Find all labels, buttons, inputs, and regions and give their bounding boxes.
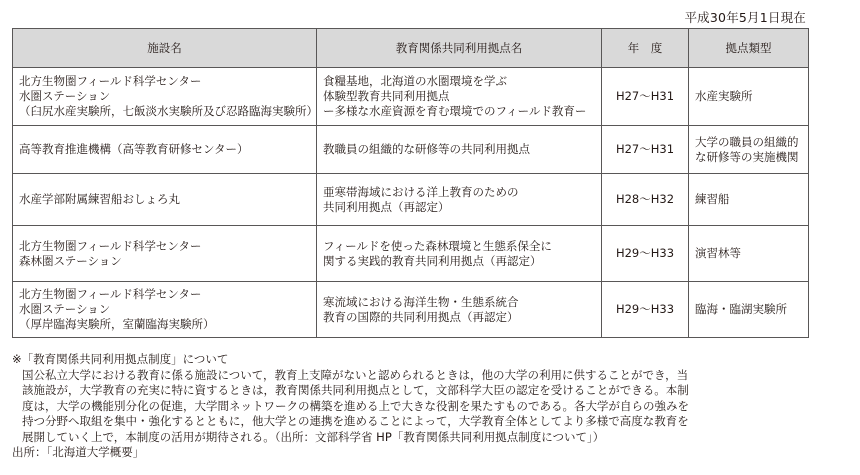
center-name-line: フィールドを使った森林環境と生態系保全に (323, 238, 552, 253)
center-name-cell (317, 282, 602, 338)
note-line: 持つ分野へ取組を集中・強化するとともに，他大学との連携を進めることによって，大学教育全体としてより多様で高度な教育を (22, 414, 689, 428)
table-row (13, 68, 809, 126)
facility-name-cell (13, 282, 317, 338)
center-type-cell (689, 226, 809, 282)
header-center-name: 教育関係共同利用拠点名 (317, 29, 602, 68)
note-body (22, 368, 797, 446)
facility-name-line: 高等教育推進機構（高等教育研修センター） (19, 142, 249, 156)
center-name-line: 体験型教育共同利用拠点 (323, 89, 450, 103)
header-center-type: 拠点類型 (689, 29, 809, 68)
center-type-cell (689, 126, 809, 174)
note-line: 該施設が，大学教育の充実に特に資するときは，教育関係共同利用拠点として，文部科学大臣の認定を受けることができる。本制 (22, 383, 689, 397)
center-type-line: 練習船 (695, 192, 730, 206)
facility-name-line: 北方生物圏フィールド科学センター (19, 74, 202, 88)
center-name-line: 寒流域における海洋生物・生態系統合 (323, 294, 519, 309)
facility-name-cell (13, 126, 317, 174)
center-name-line: 教職員の組織的な研修等の共同利用拠点 (323, 142, 530, 156)
facility-name-line: （臼尻水産実験所，七飯淡水実験所及び忍路臨海実験所） (19, 104, 318, 118)
center-type-line: 演習林等 (695, 246, 741, 260)
as-of-date: 平成30年5月1日現在 (684, 10, 806, 25)
table-row (13, 126, 809, 174)
fiscal-years-cell: H29～H33 (602, 226, 689, 282)
header-fiscal-years: 年 度 (602, 29, 689, 68)
facility-table (12, 28, 809, 338)
center-name-cell (317, 68, 602, 126)
note-line: 国公私立大学における教育に係る施設について，教育上支障がないと認められるときは，他の大学の利用に供することができ，当 (22, 367, 689, 382)
center-type-line: な研修等の実施機関 (695, 149, 799, 164)
source-citation: 出所：「北海道大学概要」 (12, 445, 145, 459)
facility-name-cell (13, 174, 317, 226)
center-name-line: 食糧基地，北海道の水圏環境を学ぶ (323, 74, 507, 88)
center-name-cell (317, 226, 602, 282)
center-type-cell (689, 68, 809, 126)
center-type-line: 大学の職員の組織的 (695, 134, 799, 149)
facility-name-line: 水圏ステーション (19, 89, 111, 103)
facility-name-line: （厚岸臨海実験所，室蘭臨海実験所） (19, 317, 215, 331)
table-row (13, 282, 809, 338)
system-note (12, 352, 812, 461)
facility-name-cell (13, 226, 317, 282)
center-name-cell (317, 126, 602, 174)
center-type-line: 水産実験所 (695, 89, 753, 103)
fiscal-years-cell: H27～H31 (602, 68, 689, 126)
note-title: ※「教育関係共同利用拠点制度」について (12, 352, 229, 366)
facility-name-line: 水圏ステーション (19, 302, 111, 316)
center-name-line: 関する実践的教育共同利用拠点（再認定） (323, 253, 542, 268)
center-name-line: 共同利用拠点（再認定） (323, 199, 450, 214)
facility-name-line: 北方生物圏フィールド科学センター (19, 238, 202, 253)
center-name-cell (317, 174, 602, 226)
center-type-line: 臨海・臨湖実験所 (695, 302, 787, 316)
table-row (13, 174, 809, 226)
facility-name-cell (13, 68, 317, 126)
note-line: 度は，大学の機能別分化の促進，大学間ネットワークの構築を進める上で大きな役割を果たすものである。各大学が自らの強みを (22, 398, 689, 413)
center-name-line: ー多様な水産資源を育む環境でのフィールド教育ー (323, 104, 587, 118)
fiscal-years-cell: H29～H33 (602, 282, 689, 338)
center-type-cell (689, 174, 809, 226)
center-type-cell (689, 282, 809, 338)
facility-name-line: 森林圏ステーション (19, 253, 122, 268)
table-row (13, 226, 809, 282)
fiscal-years-cell: H28～H32 (602, 174, 689, 226)
facility-name-line: 北方生物圏フィールド科学センター (19, 287, 202, 301)
center-name-line: 教育の国際的共同利用拠点（再認定） (323, 309, 519, 324)
header-facility-name: 施設名 (13, 29, 317, 68)
facility-name-line: 水産学部附属練習船おしょろ丸 (19, 192, 180, 206)
center-name-line: 亜寒帯海域における洋上教育のための (323, 184, 519, 199)
note-line: 展開していく上で，本制度の活用が期待される。（出所：文部科学省 HP「教育関係共同利用拠点制度について」） (22, 429, 605, 444)
table-header-row (13, 29, 809, 68)
fiscal-years-cell: H27～H31 (602, 126, 689, 174)
